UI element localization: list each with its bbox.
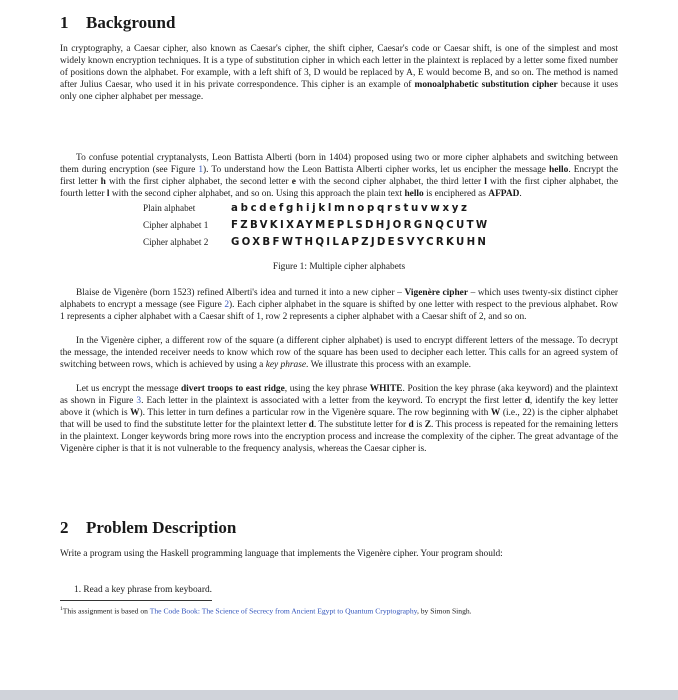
- paragraph-vigenere-intro: [60, 287, 618, 323]
- text-run: To confuse potential cryptanalysts, Leon Battista Alberti (born in 1404) proposed using two or more cipher alphabets and switching between them during encryption (see Figure: [60, 153, 618, 176]
- text-run: (i.e., 22) is the cipher alphabet that will be used to find the substitute letter for the plaintext letter: [60, 408, 618, 431]
- text-run: with the first cipher alphabet, the second letter: [105, 177, 292, 188]
- cipher-row-label: Cipher alphabet 1: [143, 220, 209, 231]
- text-run: – which uses twenty-six distinct cipher alphabets to encrypt a message (see Figure: [60, 288, 618, 311]
- text-run: d: [408, 420, 414, 431]
- cipher-row-letters: abcdefghijklmnopqrstuvwxyz: [231, 202, 470, 214]
- text-run: is enciphered as: [423, 189, 489, 200]
- paragraph-vigenere-example: [60, 383, 618, 456]
- text-run: hello: [549, 165, 569, 176]
- reference-link[interactable]: 2: [224, 300, 230, 311]
- figure-caption: Figure 1: Multiple cipher alphabets: [272, 262, 406, 272]
- text-run: Write a program using the Haskell programming language that implements the Vigenère cipher. Your program should:: [60, 549, 503, 559]
- cipher-row-alphabet-2: [143, 233, 488, 247]
- text-run: monoalphabetic substitution cipher: [414, 80, 558, 91]
- text-run: .: [519, 189, 522, 200]
- reference-link[interactable]: The Code Book: The Science of Secrecy from Ancient Egypt to Quantum Cryptography: [149, 606, 417, 616]
- text-run: divert troops to east ridge: [180, 384, 285, 394]
- text-run: . Position the key phrase (aka keyword) and the plaintext as shown in Figure: [60, 384, 618, 407]
- cipher-row-alphabet-1: [143, 216, 489, 230]
- text-run: l: [106, 189, 110, 200]
- text-run: Z: [424, 420, 431, 431]
- text-run: Let us encrypt the message: [76, 384, 181, 394]
- section-title: Background: [86, 13, 176, 32]
- cipher-row-letters: GOXBFWTHQILAPZJDESVYCRKUHN: [231, 236, 489, 248]
- text-run: . The substitute letter for: [313, 420, 409, 431]
- text-run: d: [524, 396, 530, 407]
- text-run: l: [484, 177, 487, 188]
- section-number: 2: [60, 518, 69, 537]
- text-run: . We illustrate this process with an example.: [306, 360, 471, 371]
- section-number: 1: [60, 13, 69, 32]
- text-run: key phrase: [265, 360, 307, 371]
- text-run: This assignment is based on: [62, 606, 150, 616]
- cipher-row-label: Plain alphabet: [143, 203, 196, 214]
- cipher-row-letters: FZBVKIXAYMEPLSDHJORGNQCUTW: [231, 219, 490, 231]
- text-run: , by Simon Singh.: [416, 606, 472, 616]
- section-heading-background: [60, 13, 175, 33]
- text-run: , using the key phrase: [284, 384, 370, 394]
- text-run: WHITE: [369, 384, 403, 394]
- text-run: with the first cipher alphabet, the fourth letter: [60, 177, 618, 200]
- list-item: [74, 585, 212, 595]
- paragraph-problem-intro: [60, 548, 618, 560]
- text-run: W: [130, 408, 140, 419]
- text-run: h: [100, 177, 106, 188]
- text-run: ). This letter in turn defines a particular row in the Vigenère square. The row beginning with: [139, 408, 491, 419]
- section-title: Problem Description: [86, 518, 237, 537]
- reference-link[interactable]: 3: [136, 396, 142, 407]
- cipher-row-plain: [143, 199, 470, 213]
- footnote-divider: [60, 600, 212, 601]
- reference-link[interactable]: 1: [198, 165, 204, 176]
- text-run: Vigenère cipher: [404, 288, 469, 298]
- text-run: is: [413, 420, 425, 431]
- text-run: In the Vigenère cipher, a different row of the square (a different cipher alphabet) is used to encrypt different letters of the message. To decrypt the message, the intended receiver needs to know which row of the square has been used to decipher each letter. This calls for an agreed system of switching between rows, which is achieved by using a: [60, 336, 618, 371]
- text-run: Blaise de Vigenère (born 1523) refined Alberti's idea and turned it into a new cipher –: [76, 288, 405, 298]
- text-run: . Encrypt the first letter: [60, 165, 618, 188]
- text-run: d: [308, 420, 314, 431]
- paragraph-vigenere-rows: [60, 335, 618, 371]
- page-bottom-bar: [0, 690, 678, 700]
- text-run: , identify the key letter above it (which is: [60, 396, 618, 419]
- text-run: In cryptography, a Caesar cipher, also known as Caesar's cipher, the shift cipher, Caesar's code or Caesar shift, is one of the simplest and most widely known encryption techniques. It is a type of substitution cipher in which each letter in the plaintext is replaced by a letter some fixed number of positions down the alphabet. For example, with a left shift of 3, D would be replaced by A, E would become B, and so on. The method is named after Julius Caesar, who used it in his private correspondence. This cipher is an example of: [60, 44, 618, 91]
- text-run: . Each letter in the plaintext is associated with a letter from the keyword. To encrypt the first letter: [141, 396, 525, 407]
- text-run: 1: [60, 606, 63, 612]
- paragraph-alberti-cipher: [60, 152, 618, 200]
- cipher-row-label: Cipher alphabet 2: [143, 237, 209, 248]
- text-run: with the second cipher alphabet, and so on. Using this approach the plain text: [109, 189, 405, 200]
- text-run: ). To understand how the Leon Battista Alberti cipher works, let us encipher the message: [203, 165, 550, 176]
- text-run: W: [490, 408, 501, 419]
- list-text: Read a key phrase from keyboard.: [83, 585, 212, 595]
- text-run: ). Each cipher alphabet in the square is shifted by one letter with respect to the previous alphabet. Row 1 represents a cipher alphabet with a Caesar shift of 1, row 2 represents a cipher alphabet with a Caesar shift of 2, and so on.: [60, 300, 619, 323]
- list-marker: 1.: [74, 585, 82, 595]
- text-run: e: [291, 177, 296, 188]
- text-run: . This process is repeated for the remaining letters in the plaintext. Longer keywords bring more rows into the encryption process and increase the complexity of the cipher. The great advantage of the Vigenère cipher is that it is not vulnerable to the frequency analysis, whereas the Caesar cipher is.: [60, 420, 618, 455]
- footnote: [60, 604, 618, 617]
- text-run: AFPAD: [488, 189, 520, 200]
- paragraph-caesar-cipher: [60, 43, 618, 103]
- text-run: because it uses only one cipher alphabet per message.: [60, 80, 618, 103]
- section-heading-problem: [60, 518, 236, 538]
- text-run: hello: [404, 189, 424, 200]
- text-run: with the second cipher alphabet, the third letter: [295, 177, 485, 188]
